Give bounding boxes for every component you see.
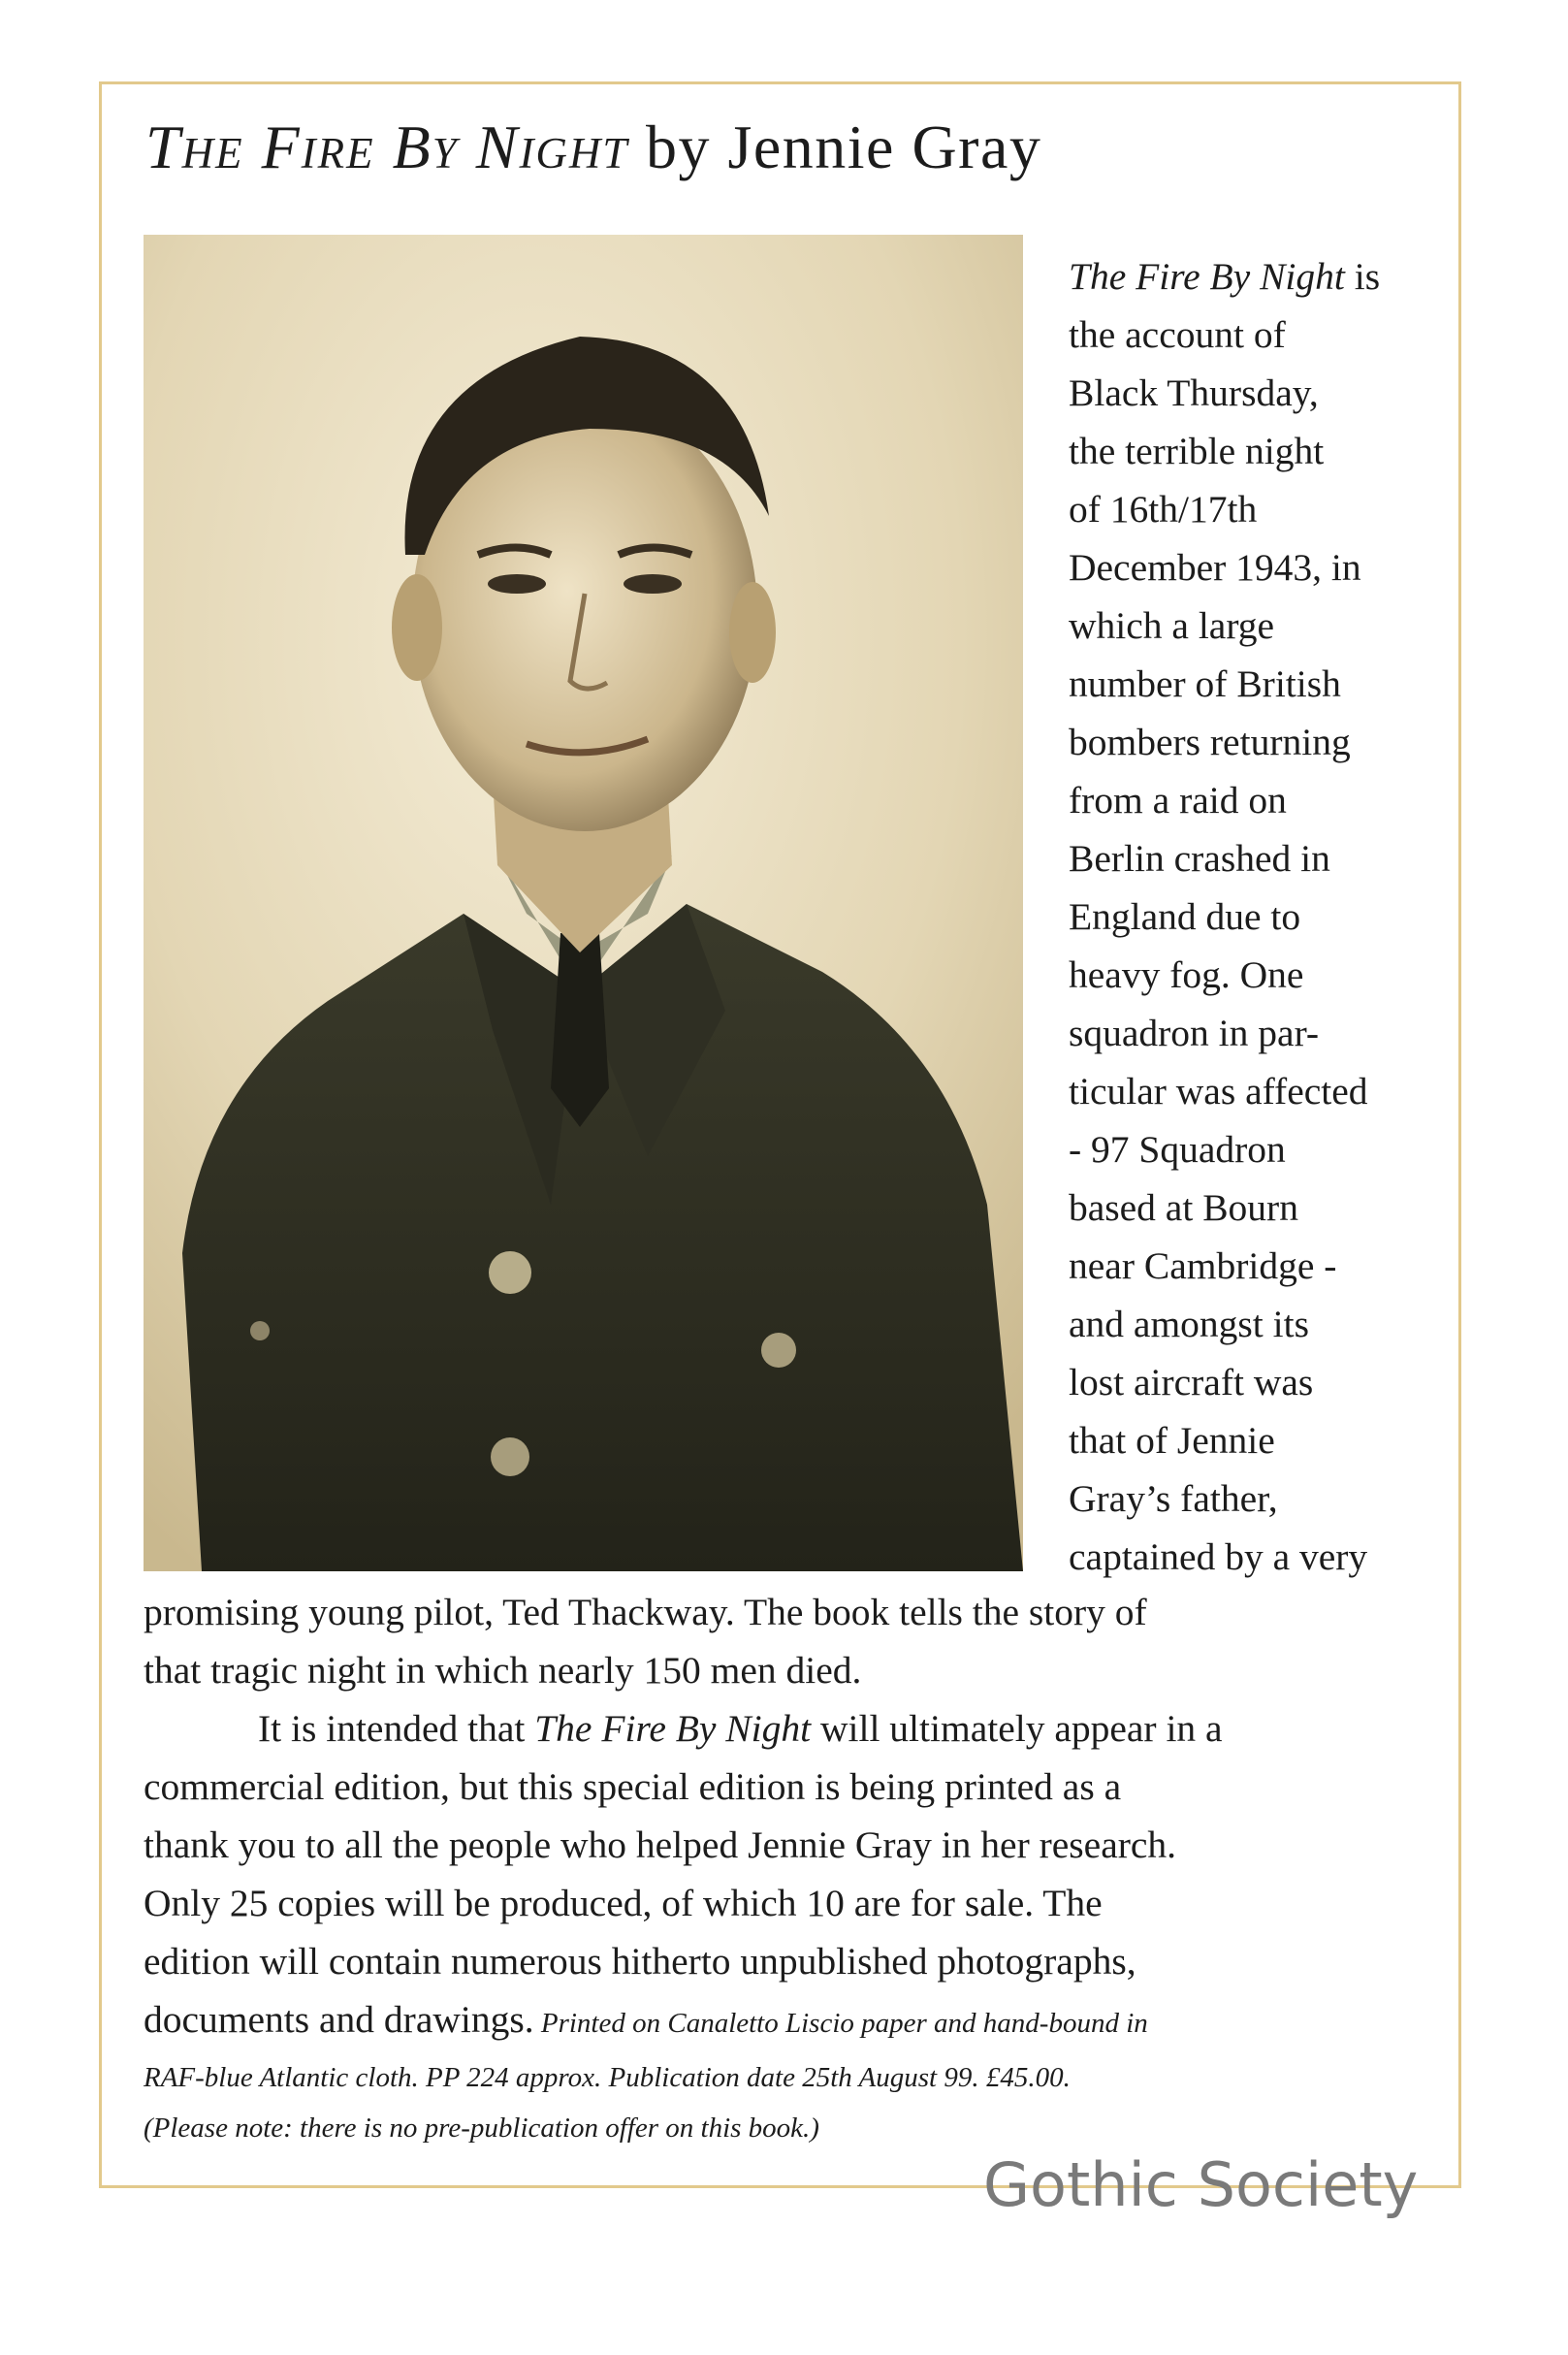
- body-text: [144, 1583, 1443, 2153]
- text-line: of 16th/17th: [1069, 488, 1258, 531]
- text-line: lost aircraft was: [1069, 1361, 1314, 1403]
- text-line: Black Thursday,: [1069, 371, 1319, 414]
- book-title: The Fire By Night: [145, 113, 629, 181]
- text-line: bombers returning: [1069, 721, 1351, 763]
- portrait-illustration: [144, 235, 1023, 1571]
- text-line: England due to: [1069, 895, 1301, 938]
- text-line: - 97 Squadron: [1069, 1128, 1286, 1171]
- text-line: number of British: [1069, 662, 1341, 705]
- page-title: [145, 112, 1425, 209]
- portrait-photo: [144, 235, 1023, 1571]
- text-line: commercial edition, but this special edition is being printed as a: [144, 1765, 1122, 1808]
- book-title-italic: The Fire By Night: [1069, 255, 1345, 298]
- text-line: near Cambridge -: [1069, 1244, 1337, 1287]
- text-line: captained by a very: [1069, 1535, 1368, 1578]
- text-line: which a large: [1069, 604, 1275, 647]
- text-line: documents and drawings. Printed on Canaletto Liscio paper and hand-bound in: [144, 1998, 1148, 2041]
- text-line: Only 25 copies will be produced, of which 10 are for sale. The: [144, 1882, 1103, 1924]
- text-line: based at Bourn: [1069, 1186, 1298, 1229]
- text-line: the account of: [1069, 313, 1286, 356]
- text-line: The Fire By Night is: [1069, 255, 1381, 298]
- text-line: It is intended that The Fire By Night will ultimately appear in a: [258, 1707, 1223, 1750]
- text-line: ticular was affected: [1069, 1070, 1368, 1113]
- publication-details-line: RAF-blue Atlantic cloth. PP 224 approx. Publication date 25th August 99. £45.00.: [144, 2062, 1071, 2093]
- side-column-text: [1069, 247, 1456, 1586]
- publication-details: Printed on Canaletto Liscio paper and hand-bound in: [533, 2008, 1148, 2039]
- text-line: edition will contain numerous hitherto unpublished photographs,: [144, 1940, 1136, 1983]
- text-line: the terrible night: [1069, 430, 1325, 472]
- text-line: promising young pilot, Ted Thackway. The book tells the story of: [144, 1591, 1147, 1633]
- text-line: squadron in par-: [1069, 1012, 1320, 1054]
- text-line: from a raid on: [1069, 779, 1287, 822]
- publication-note: (Please note: there is no pre-publication offer on this book.): [144, 2113, 819, 2144]
- text-line: Berlin crashed in: [1069, 837, 1330, 880]
- text-line: December 1943, in: [1069, 546, 1361, 589]
- watermark: Gothic Society: [983, 2149, 1419, 2220]
- text-line: that tragic night in which nearly 150 men died.: [144, 1649, 862, 1692]
- book-title-italic: The Fire By Night: [534, 1707, 812, 1750]
- text-line: Gray’s father,: [1069, 1477, 1278, 1520]
- text-line: thank you to all the people who helped Jennie Gray in her research.: [144, 1823, 1177, 1866]
- text-line: heavy fog. One: [1069, 953, 1304, 996]
- text-line: that of Jennie: [1069, 1419, 1275, 1462]
- text-line: and amongst its: [1069, 1303, 1309, 1345]
- book-author: by Jennie Gray: [645, 113, 1042, 181]
